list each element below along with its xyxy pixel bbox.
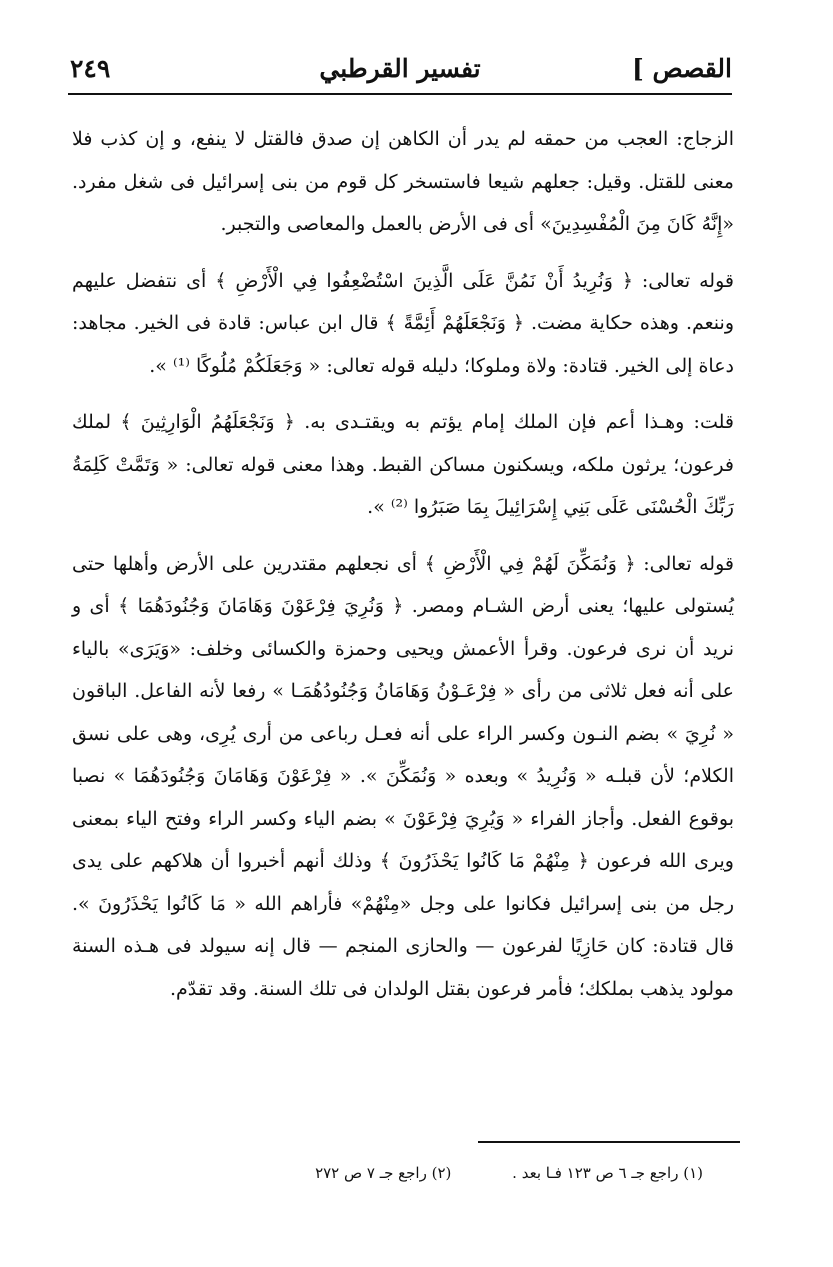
page-number: ٢٤٩ <box>70 54 111 83</box>
paragraph-2: قوله تعالى: ﴿ وَنُرِيدُ أَنْ نَمُنَّ عَلَى الَّذِينَ اسْتُضْعِفُوا فِي الْأَرْضِ ﴾ أى نتفضل عليهم وننعم. وهذه حكاية مضت. ﴿ وَنَجْعَلَهُمْ أَئِمَّةً ﴾ قال ابن عباس: قادة فى الخير. مجاهد: دعاة إلى الخير. قتادة: ولاة وملوكا؛ دليله قوله تعالى: « وَجَعَلَكُمْ مُلُوكًا ⁽¹⁾ ». <box>72 269 734 377</box>
body-text <box>72 118 734 1024</box>
paragraph-3: قلت: وهـذا أعم فإن الملك إمام يؤتم به ويقتـدى به. ﴿ وَنَجْعَلَهُمُ الْوَارِثِينَ ﴾ لملك فرعون؛ يرثون ملكه، ويسكنون مساكن القبط. وهذا معنى قوله تعالى: « وَتَمَّتْ كَلِمَةُ رَبِّكَ الْحُسْنَى عَلَى بَنِي إِسْرَائِيلَ بِمَا صَبَرُوا ⁽²⁾ ». <box>72 411 734 518</box>
footnote-2: (٢) راجع جـ ٧ ص ٢٧٢ <box>315 1164 452 1182</box>
footnote-1: (١) راجع جـ ٦ ص ١٢٣ فـا بعد . <box>512 1164 703 1182</box>
paragraph-4: قوله تعالى: ﴿ وَنُمَكِّنَ لَهُمْ فِي الْأَرْضِ ﴾ أى نجعلهم مقتدرين على الأرض وأهلها حتى يُستولى عليها؛ يعنى أرض الشـام ومصر. ﴿ وَنُرِيَ فِرْعَوْنَ وَهَامَانَ وَجُنُودَهُمَا ﴾ أى و نريد أن نرى فرعون. وقرأ الأعمش ويحيى وحمزة والكسائى وخلف: «وَيَرَى» بالياء على أنه فعل ثلاثى من رأى « فِرْعَـوْنُ وَهَامَانُ وَجُنُودُهُمَـا » رفعا لأنه الفاعل. الباقون « نُرِيَ » بضم النـون وكسر الراء على أنه فعـل رباعى من أرى يُرِى، وهى على نسق الكلام؛ لأن قبلـه « وَنُرِيدُ » وبعده « وَنُمَكِّنَ ». « فِرْعَوْنَ وَهَامَانَ وَجُنُودَهُمَا » نصبا بوقوع الفعل. وأجاز الفراء « وَيُرِيَ فِرْعَوْنَ » بضم الياء وكسر الراء وفتح الياء بمعنى ويرى الله فرعون ﴿ مِنْهُمْ مَا كَانُوا يَحْذَرُونَ ﴾ وذلك أنهم أخبروا أن هلاكهم على يدى رجل من بنى إسرائيل فكانوا على وجل «مِنْهُمْ» فأراهم الله « مَا كَانُوا يَحْذَرُونَ ». قال قتادة: كان حَازِيًا لفرعون — والحازى المنجم — قال إنه سيولد فى هـذه السنة مولود يذهب بملكك؛ فأمر فرعون بقتل الولدان فى تلك السنة. وقد تقدّم. <box>72 552 734 1000</box>
book-title: تفسير القرطبي <box>319 54 481 83</box>
paragraph-1: الزجاج: العجب من حمقه لم يدر أن الكاهن إن صدق فالقتل لا ينفع، و إن كذب فلا معنى للقتل. وقيل: جعلهم شيعا فاستسخر كل قوم من بنى إسرائيل فى شغل مفرد. «إِنَّهُ كَانَ مِنَ الْمُفْسِدِينَ» أى فى الأرض بالعمل والمعاصى والتجبر. <box>72 128 734 235</box>
footnote-divider <box>478 1141 740 1143</box>
footnotes <box>259 1164 703 1182</box>
chapter-label: القصص ] <box>631 54 732 83</box>
page-header <box>68 48 732 92</box>
header-divider <box>68 93 732 95</box>
